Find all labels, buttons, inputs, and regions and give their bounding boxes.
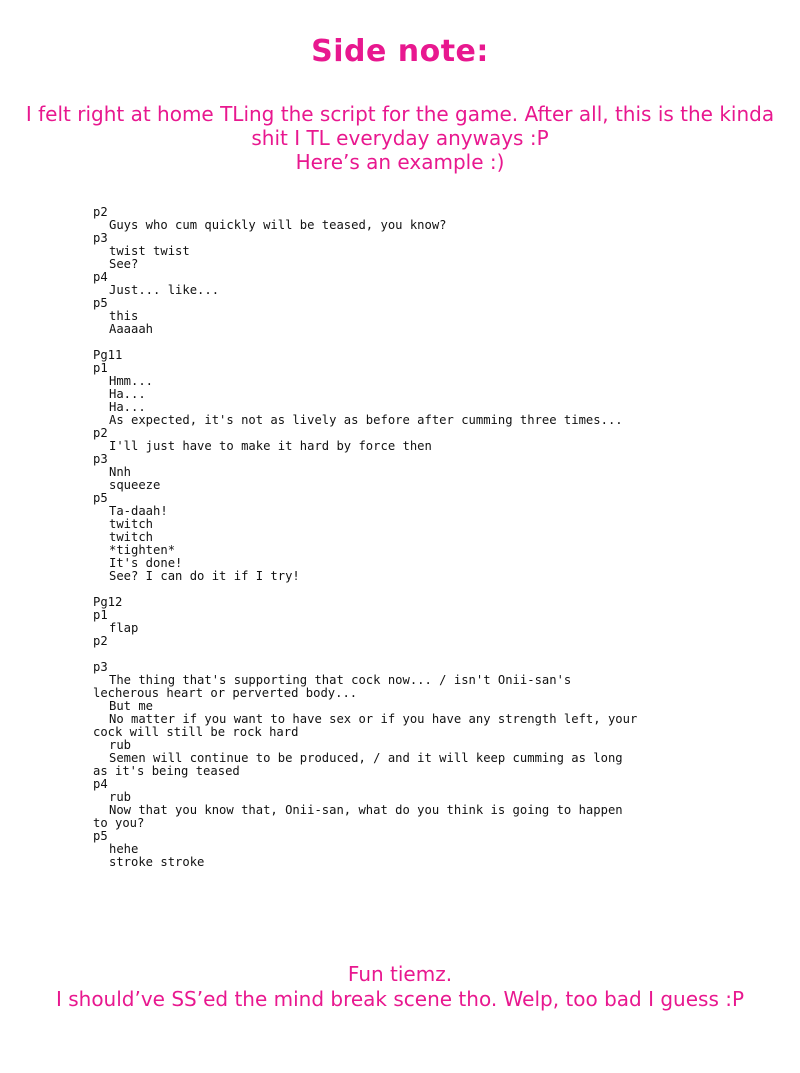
script-line: p5: [93, 491, 108, 505]
script-line: I'll just have to make it hard by force then: [109, 439, 432, 453]
script-line: p3: [93, 231, 108, 245]
intro-line: I felt right at home TLing the script for the game. After all, this is the kinda: [25, 102, 775, 126]
script-line: Aaaaah: [109, 322, 154, 336]
outro-line: Fun tiemz.: [347, 962, 453, 986]
script-line: as it's being teased: [93, 764, 240, 778]
script-line: stroke stroke: [109, 855, 205, 869]
script-line: Ha...: [109, 387, 146, 401]
script-line: p4: [93, 777, 108, 791]
script-line: rub: [109, 790, 132, 804]
script-line: this: [109, 309, 139, 323]
script-line: Now that you know that, Onii-san, what do you think is going to happen: [109, 803, 623, 817]
script-line: hehe: [109, 842, 139, 856]
script-line: Ta-daah!: [109, 504, 168, 518]
script-line: Semen will continue to be produced, / and it will keep cumming as long: [109, 751, 623, 765]
script-line: p1: [93, 608, 108, 622]
script-line: [93, 336, 793, 349]
script-line: twitch: [109, 530, 154, 544]
script-line: Pg11: [93, 348, 123, 362]
intro-line: Here’s an example :): [295, 150, 505, 174]
script-line: p2: [93, 205, 108, 219]
intro-note: [0, 102, 800, 174]
script-line: cock will still be rock hard: [93, 725, 299, 739]
script-line: rub: [109, 738, 132, 752]
script-line: to you?: [93, 816, 145, 830]
script-line: p2: [93, 426, 108, 440]
script-line: p5: [93, 296, 108, 310]
script-line: p3: [93, 452, 108, 466]
script-line: lecherous heart or perverted body...: [93, 686, 358, 700]
script-line: squeeze: [109, 478, 161, 492]
intro-line: shit I TL everyday anyways :P: [251, 126, 549, 150]
script-line: p5: [93, 829, 108, 843]
script-line: [93, 583, 793, 596]
script-line: No matter if you want to have sex or if you have any strength left, your: [109, 712, 638, 726]
script-line: Ha...: [109, 400, 146, 414]
script-line: But me: [109, 699, 154, 713]
script-line: See? I can do it if I try!: [109, 569, 300, 583]
outro-line: I should’ve SS’ed the mind break scene tho. Welp, too bad I guess :P: [55, 987, 745, 1011]
script-line: Hmm...: [109, 374, 154, 388]
script-line: The thing that's supporting that cock now... / isn't Onii-san's: [109, 673, 572, 687]
script-line: See?: [109, 257, 139, 271]
script-line: Just... like...: [109, 283, 220, 297]
script-line: p3: [93, 660, 108, 674]
outro-note: [0, 962, 800, 1012]
script-excerpt: [93, 206, 793, 869]
script-line: p4: [93, 270, 108, 284]
script-line: Guys who cum quickly will be teased, you know?: [109, 218, 447, 232]
script-line: twitch: [109, 517, 154, 531]
script-line: flap: [109, 621, 139, 635]
script-line: p1: [93, 361, 108, 375]
page-title: Side note:: [311, 34, 489, 69]
script-line: As expected, it's not as lively as before after cumming three times...: [109, 413, 623, 427]
script-line: *tighten*: [109, 543, 176, 557]
script-line: p2: [93, 634, 108, 648]
script-line: Nnh: [109, 465, 132, 479]
script-line: It's done!: [109, 556, 183, 570]
script-line: Pg12: [93, 595, 123, 609]
script-line: [93, 648, 793, 661]
script-line: twist twist: [109, 244, 190, 258]
